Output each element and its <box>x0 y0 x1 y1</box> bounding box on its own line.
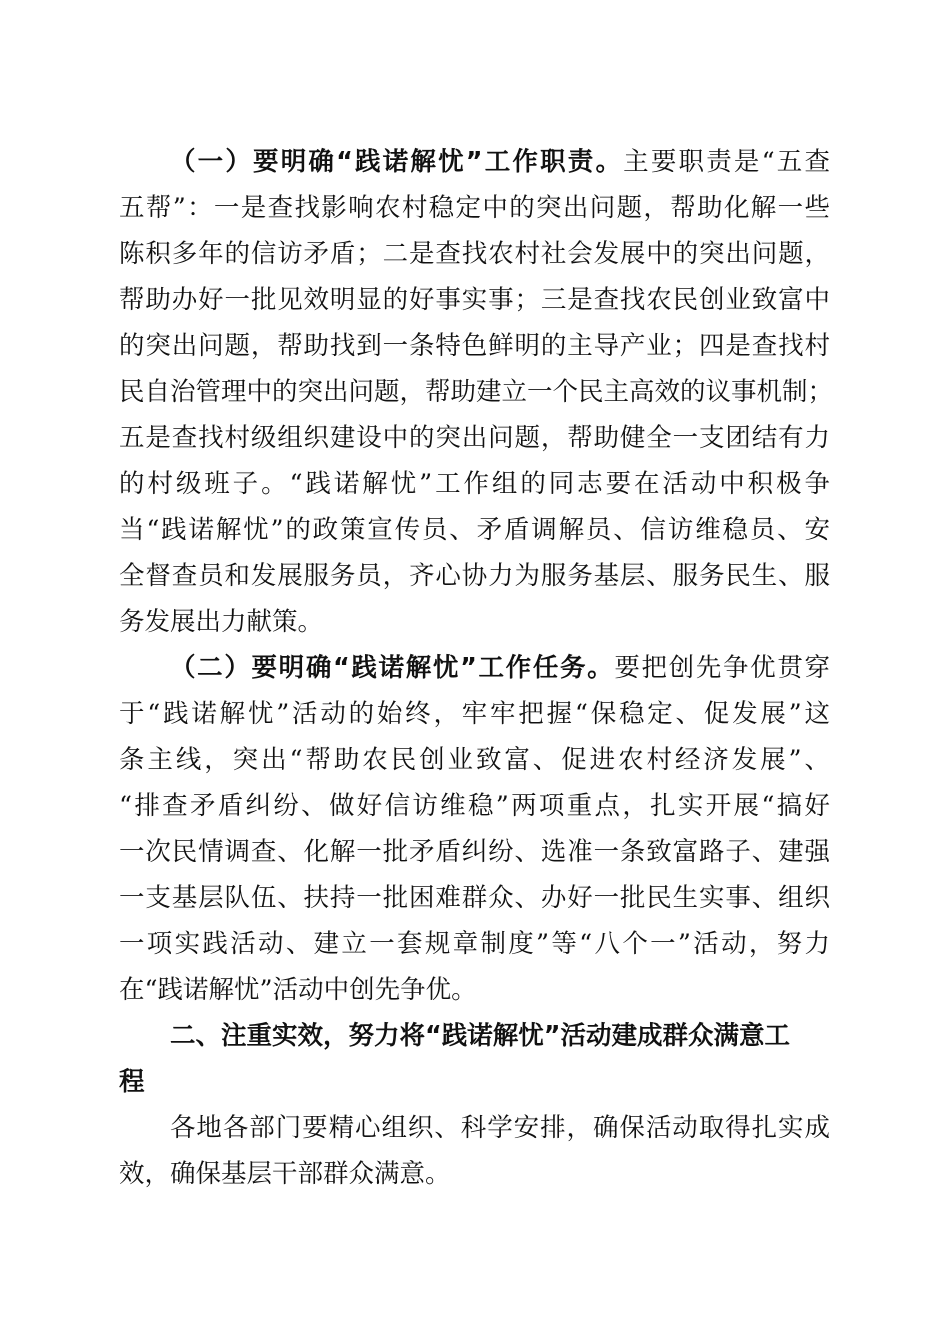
paragraph-one-a-line-1 <box>170 140 830 184</box>
paragraph-one-a-line: 的突出问题，帮助找到一条特色鲜明的主导产业；四是查找村 <box>119 331 830 361</box>
paragraph-one-b-line: 于“践诺解忧”活动的始终，牢牢把握“保稳定、促发展”这 <box>119 699 830 729</box>
paragraph-one-a-line: 当“践诺解忧”的政策宣传员、矛盾调解员、信访维稳员、安 <box>119 515 830 545</box>
paragraph-one-a-line: 全督查员和发展服务员，齐心协力为服务基层、服务民生、服 <box>119 561 830 591</box>
paragraph-one-b-line: 在“践诺解忧”活动中创先争优。 <box>119 975 477 1005</box>
paragraph-one-a-line: 陈积多年的信访矛盾；二是查找农村社会发展中的突出问题， <box>119 239 830 269</box>
paragraph-one-a-label: （一）要明确“践诺解忧”工作职责。 <box>170 147 624 177</box>
paragraph-one-a-line: 民自治管理中的突出问题，帮助建立一个民主高效的议事机制； <box>119 377 834 407</box>
section-two-heading-line-2: 程 <box>119 1067 145 1097</box>
paragraph-one-b-text: 要把创先争优贯穿 <box>614 653 830 683</box>
section-two-paragraph-line: 效，确保基层干部群众满意。 <box>119 1159 451 1189</box>
paragraph-one-a-line: 五是查找村级组织建设中的突出问题，帮助健全一支团结有力 <box>119 423 830 453</box>
paragraph-one-b-line: 条主线，突出“帮助农民创业致富、促进农村经济发展”、 <box>119 745 830 775</box>
section-two-heading-line-1: 二、注重实效，努力将“践诺解忧”活动建成群众满意工 <box>170 1021 791 1051</box>
paragraph-one-b-line: 一次民情调查、化解一批矛盾纠纷、选准一条致富路子、建强 <box>119 837 830 867</box>
paragraph-one-a-line: 的村级班子。“践诺解忧”工作组的同志要在活动中积极争 <box>119 469 830 499</box>
paragraph-one-b-line: “排查矛盾纠纷、做好信访维稳”两项重点，扎实开展“搞好 <box>119 791 830 821</box>
paragraph-one-b-line: 一项实践活动、建立一套规章制度”等“八个一”活动，努力 <box>119 929 830 959</box>
paragraph-one-a-line: 务发展出力献策。 <box>119 607 324 637</box>
paragraph-one-a-text: 主要职责是“五查 <box>623 147 830 177</box>
paragraph-one-b-line-1 <box>170 646 830 690</box>
paragraph-one-a-line: 帮助办好一批见效明显的好事实事；三是查找农民创业致富中 <box>119 285 830 315</box>
paragraph-one-b-label: （二）要明确“践诺解忧”工作任务。 <box>170 653 615 683</box>
section-two-paragraph-line: 各地各部门要精心组织、科学安排，确保活动取得扎实成 <box>170 1113 830 1143</box>
paragraph-one-b-line: 一支基层队伍、扶持一批困难群众、办好一批民生实事、组织 <box>119 883 830 913</box>
paragraph-one-a-line: 五帮”：一是查找影响农村稳定中的突出问题，帮助化解一些 <box>119 193 830 223</box>
